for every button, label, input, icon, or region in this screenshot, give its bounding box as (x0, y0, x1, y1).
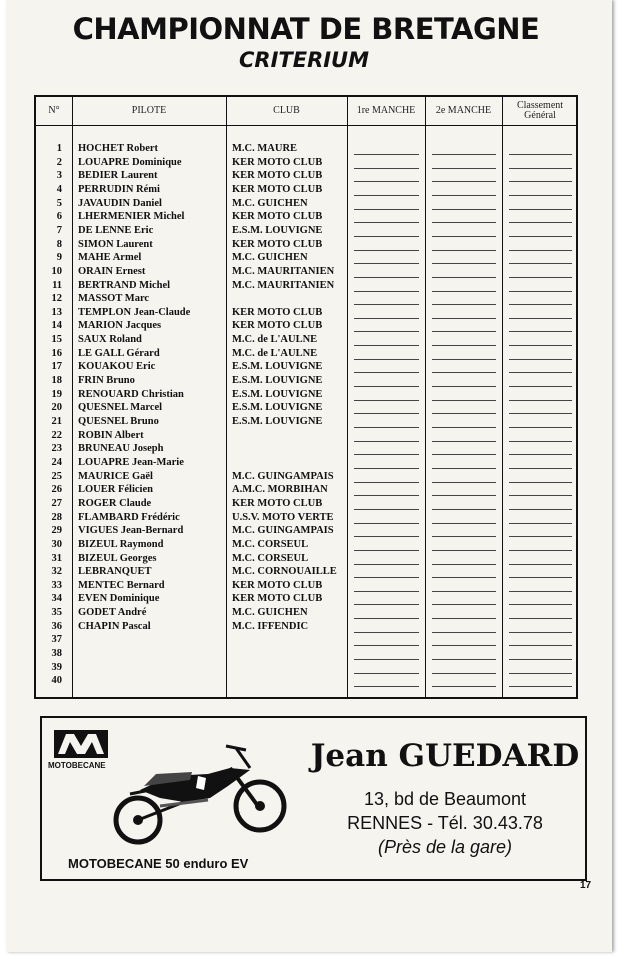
score-fill-line (432, 495, 496, 496)
club-name: KER MOTO CLUB (232, 211, 323, 223)
row-number: 29 (51, 525, 62, 537)
score-fill-line (432, 331, 496, 332)
club-name: KER MOTO CLUB (232, 579, 323, 591)
score-fill-line (354, 386, 419, 387)
column-divider (502, 97, 503, 697)
pilot-name: LOUER Félicien (78, 484, 153, 496)
club-name: E.S.M. LOUVIGNE (232, 388, 323, 400)
score-fill-line (509, 673, 572, 674)
score-fill-line (354, 550, 419, 551)
row-number: 26 (51, 484, 62, 496)
row-number: 11 (52, 279, 62, 291)
club-name: M.C. MAURITANIEN (232, 265, 335, 277)
row-number: 4 (56, 183, 62, 195)
score-fill-line (432, 386, 496, 387)
row-number: 40 (51, 675, 62, 687)
score-fill-line (354, 236, 419, 237)
row-number: 14 (51, 320, 62, 332)
score-fill-line (432, 359, 496, 360)
row-number: 34 (51, 593, 62, 605)
score-fill-line (432, 454, 496, 455)
score-fill-line (509, 372, 572, 373)
score-fill-line (432, 550, 496, 551)
pilot-name: LOUAPRE Dominique (78, 156, 182, 168)
row-number: 6 (56, 211, 62, 223)
score-fill-line (432, 441, 496, 442)
header-pilote: PILOTE (131, 105, 167, 116)
score-fill-line (432, 291, 496, 292)
row-number: 2 (56, 156, 62, 168)
score-fill-line (354, 413, 419, 414)
score-fill-line (509, 331, 572, 332)
club-name: KER MOTO CLUB (232, 497, 323, 509)
score-fill-line (509, 277, 572, 278)
club-name: M.C. GUINGAMPAIS (232, 525, 334, 537)
logo-text: MOTOBECANE (48, 761, 106, 770)
ad-caption: MOTOBECANE 50 enduro EV (68, 856, 249, 871)
score-fill-line (354, 632, 419, 633)
club-name: M.C. CORNOUAILLE (232, 566, 337, 578)
document-page (6, 0, 612, 952)
pilot-name: LOUAPRE Jean-Marie (78, 456, 184, 468)
header-num: N° (48, 105, 60, 116)
club-name: E.S.M. LOUVIGNE (232, 416, 323, 427)
row-number: 1 (56, 143, 62, 154)
pilot-name: CHAPIN Pascal (78, 620, 151, 632)
pilot-name: PERRUDIN Rémi (78, 183, 160, 195)
page-title: CHAMPIONNAT DE BRETAGNE (72, 12, 540, 46)
score-fill-line (509, 509, 572, 510)
score-fill-line (509, 427, 572, 428)
score-fill-line (432, 673, 496, 674)
score-fill-line (354, 372, 419, 373)
score-fill-line (354, 291, 419, 292)
score-fill-line (432, 523, 496, 524)
pilot-name: GODET André (78, 607, 147, 619)
score-fill-line (354, 454, 419, 455)
club-name: E.S.M. LOUVIGNE (232, 361, 323, 373)
score-fill-line (354, 195, 419, 196)
row-number: 28 (51, 511, 62, 523)
row-number: 19 (51, 388, 62, 400)
pilot-name: MASSOT Marc (78, 293, 150, 305)
score-fill-line (432, 564, 496, 565)
score-fill-line (354, 359, 419, 360)
advertisement (40, 716, 587, 881)
score-fill-line (509, 250, 572, 251)
score-fill-line (432, 277, 496, 278)
score-fill-line (432, 222, 496, 223)
score-fill-line (432, 195, 496, 196)
pilot-name: MAHE Armel (78, 252, 142, 264)
score-fill-line (432, 482, 496, 483)
score-fill-line (432, 509, 496, 510)
header-club: CLUB (273, 105, 300, 116)
column-divider (72, 97, 73, 697)
club-name: E.S.M. LOUVIGNE (232, 375, 323, 387)
pilot-name: ORAIN Ernest (78, 265, 146, 277)
club-name: M.C. de L'AULNE (232, 334, 318, 346)
club-name: M.C. GUICHEN (232, 252, 308, 264)
row-number: 37 (51, 634, 62, 646)
row-number: 20 (51, 402, 62, 414)
score-fill-line (432, 659, 496, 660)
row-number: 15 (51, 334, 62, 346)
club-name: M.C. GUINGAMPAIS (232, 470, 334, 482)
pilot-name: BRUNEAU Joseph (78, 443, 164, 455)
score-fill-line (509, 523, 572, 524)
pilot-name: SIMON Laurent (78, 238, 153, 250)
pilot-name: SAUX Roland (78, 334, 142, 346)
score-fill-line (432, 536, 496, 537)
score-fill-line (509, 209, 572, 210)
row-number: 27 (51, 497, 62, 509)
score-fill-line (509, 550, 572, 551)
score-fill-line (432, 413, 496, 414)
club-name: M.C. IFFENDIC (232, 620, 309, 632)
club-name: M.C. CORSEUL (232, 538, 309, 550)
score-fill-line (354, 591, 419, 592)
score-fill-line (432, 686, 496, 687)
score-fill-line (354, 509, 419, 510)
club-name: KER MOTO CLUB (232, 593, 323, 605)
column-divider (425, 97, 426, 697)
header-classement-line2: Général (524, 110, 556, 121)
score-fill-line (509, 359, 572, 360)
score-fill-line (509, 468, 572, 469)
score-fill-line (432, 181, 496, 182)
score-fill-line (354, 523, 419, 524)
score-fill-line (432, 236, 496, 237)
row-number: 12 (51, 293, 62, 305)
score-fill-line (354, 154, 419, 155)
pilot-name: MENTEC Bernard (78, 579, 165, 591)
score-fill-line (509, 154, 572, 155)
pilot-name: LHERMENIER Michel (78, 211, 185, 223)
score-fill-line (432, 250, 496, 251)
pilot-name: QUESNEL Bruno (78, 416, 159, 427)
score-fill-line (354, 181, 419, 182)
score-fill-line (509, 413, 572, 414)
pilot-name: QUESNEL Marcel (78, 402, 163, 414)
club-name: KER MOTO CLUB (232, 320, 323, 332)
row-number: 16 (51, 347, 62, 359)
pilot-name: HOCHET Robert (78, 143, 159, 154)
score-fill-line (354, 577, 419, 578)
column-divider (347, 97, 348, 697)
score-fill-line (509, 345, 572, 346)
score-fill-line (509, 263, 572, 264)
pilot-name: BIZEUL Raymond (78, 538, 164, 550)
ad-address: 13, bd de Beaumont (363, 789, 527, 809)
score-fill-line (432, 618, 496, 619)
score-fill-line (432, 318, 496, 319)
score-fill-line (354, 482, 419, 483)
pilot-name: FRIN Bruno (78, 375, 135, 387)
score-fill-line (509, 495, 572, 496)
score-fill-line (432, 468, 496, 469)
score-fill-line (354, 673, 419, 674)
pilot-name: DE LENNE Eric (78, 224, 154, 236)
score-fill-line (509, 291, 572, 292)
pilot-name: BIZEUL Georges (78, 552, 157, 564)
club-name: KER MOTO CLUB (232, 183, 323, 195)
page-number: 17 (580, 880, 592, 891)
score-fill-line (509, 441, 572, 442)
row-number: 21 (51, 416, 62, 427)
score-fill-line (509, 386, 572, 387)
score-fill-line (509, 632, 572, 633)
score-fill-line (354, 209, 419, 210)
row-number: 35 (51, 607, 62, 619)
score-fill-line (354, 318, 419, 319)
score-fill-line (509, 618, 572, 619)
header-manche-2: 2e MANCHE (435, 105, 492, 116)
row-number: 38 (51, 648, 62, 660)
score-fill-line (432, 209, 496, 210)
score-fill-line (354, 400, 419, 401)
ad-dealer-name: Jean GUEDARD (310, 738, 580, 774)
club-name: E.S.M. LOUVIGNE (232, 224, 323, 236)
club-name: KER MOTO CLUB (232, 238, 323, 250)
row-number: 30 (51, 538, 62, 550)
results-table (34, 95, 578, 699)
club-name: M.C. CORSEUL (232, 552, 309, 564)
score-fill-line (354, 304, 419, 305)
column-divider (226, 97, 227, 697)
score-fill-line (354, 495, 419, 496)
score-fill-line (509, 482, 572, 483)
score-fill-line (509, 454, 572, 455)
header-classement-line1: Classement (516, 100, 564, 111)
ad-note: (Près de la gare) (377, 837, 513, 857)
club-name: A.M.C. MORBIHAN (232, 484, 328, 496)
pilot-name: LE GALL Gérard (78, 347, 160, 359)
row-number: 23 (51, 443, 62, 455)
row-number: 7 (56, 224, 62, 236)
score-fill-line (509, 222, 572, 223)
score-fill-line (509, 686, 572, 687)
score-fill-line (509, 604, 572, 605)
score-fill-line (509, 318, 572, 319)
score-fill-line (432, 372, 496, 373)
score-fill-line (354, 222, 419, 223)
score-fill-line (432, 400, 496, 401)
pilot-name: LEBRANQUET (78, 566, 152, 578)
pilot-name: RENOUARD Christian (78, 388, 184, 400)
row-number: 18 (51, 375, 62, 387)
club-name: U.S.V. MOTO VERTE (232, 511, 334, 523)
header-classement (502, 97, 578, 125)
score-fill-line (432, 645, 496, 646)
score-fill-line (354, 168, 419, 169)
score-fill-line (354, 277, 419, 278)
score-fill-line (354, 604, 419, 605)
score-fill-line (354, 618, 419, 619)
score-fill-line (432, 154, 496, 155)
club-name: M.C. MAURITANIEN (232, 279, 335, 291)
score-fill-line (509, 181, 572, 182)
score-fill-line (509, 577, 572, 578)
pilot-name: VIGUES Jean-Bernard (78, 525, 184, 537)
pilot-name: ROGER Claude (78, 497, 152, 509)
score-fill-line (509, 195, 572, 196)
club-name: M.C. MAURE (232, 143, 298, 154)
score-fill-line (509, 645, 572, 646)
pilot-name: ROBIN Albert (78, 429, 144, 441)
pilot-name: MARION Jacques (78, 320, 162, 332)
score-fill-line (432, 632, 496, 633)
pilot-name: TEMPLON Jean-Claude (78, 306, 191, 318)
row-number: 22 (51, 429, 62, 441)
score-fill-line (354, 427, 419, 428)
score-fill-line (354, 536, 419, 537)
ad-city-phone: RENNES - Tél. 30.43.78 (347, 813, 543, 833)
header-divider (36, 125, 576, 126)
score-fill-line (354, 345, 419, 346)
score-fill-line (509, 168, 572, 169)
club-name: KER MOTO CLUB (232, 170, 323, 182)
score-fill-line (432, 604, 496, 605)
club-name: E.S.M. LOUVIGNE (232, 402, 323, 414)
score-fill-line (432, 304, 496, 305)
club-name: M.C. GUICHEN (232, 197, 308, 209)
row-number: 10 (51, 265, 62, 277)
row-number: 5 (56, 197, 62, 209)
score-fill-line (354, 564, 419, 565)
row-number: 8 (56, 238, 62, 250)
pilot-name: FLAMBARD Frédéric (78, 511, 180, 523)
row-number: 13 (51, 306, 62, 318)
score-fill-line (509, 659, 572, 660)
row-number: 31 (51, 552, 62, 564)
motorcycle-icon (100, 728, 300, 853)
score-fill-line (509, 304, 572, 305)
score-fill-line (509, 564, 572, 565)
score-fill-line (354, 331, 419, 332)
pilot-name: EVEN Dominique (78, 593, 160, 605)
row-number: 9 (56, 252, 62, 264)
club-name: M.C. de L'AULNE (232, 347, 318, 359)
score-fill-line (354, 250, 419, 251)
row-number: 25 (51, 470, 62, 482)
pilot-name: JAVAUDIN Daniel (78, 197, 162, 209)
club-name: M.C. GUICHEN (232, 607, 308, 619)
row-number: 17 (51, 361, 62, 373)
score-fill-line (432, 427, 496, 428)
score-fill-line (354, 645, 419, 646)
pilot-name: MAURICE Gaël (78, 470, 153, 482)
pilot-name: KOUAKOU Eric (78, 361, 156, 373)
score-fill-line (432, 168, 496, 169)
row-number: 24 (51, 456, 62, 468)
score-fill-line (354, 441, 419, 442)
row-number: 36 (51, 620, 62, 632)
score-fill-line (509, 536, 572, 537)
page-subtitle: CRITERIUM (239, 48, 369, 72)
row-number: 3 (56, 170, 62, 182)
score-fill-line (432, 577, 496, 578)
row-number: 33 (51, 579, 62, 591)
club-name: KER MOTO CLUB (232, 156, 323, 168)
score-fill-line (432, 591, 496, 592)
row-number: 39 (51, 661, 62, 673)
score-fill-line (509, 591, 572, 592)
score-fill-line (509, 400, 572, 401)
score-fill-line (354, 468, 419, 469)
pilot-name: BEDIER Laurent (78, 170, 158, 182)
pilot-name: BERTRAND Michel (78, 279, 171, 291)
score-fill-line (354, 686, 419, 687)
score-fill-line (432, 345, 496, 346)
score-fill-line (354, 263, 419, 264)
club-name: KER MOTO CLUB (232, 306, 323, 318)
score-fill-line (354, 659, 419, 660)
header-manche-1: 1re MANCHE (356, 105, 416, 116)
score-fill-line (509, 236, 572, 237)
row-number: 32 (51, 566, 62, 578)
score-fill-line (432, 263, 496, 264)
